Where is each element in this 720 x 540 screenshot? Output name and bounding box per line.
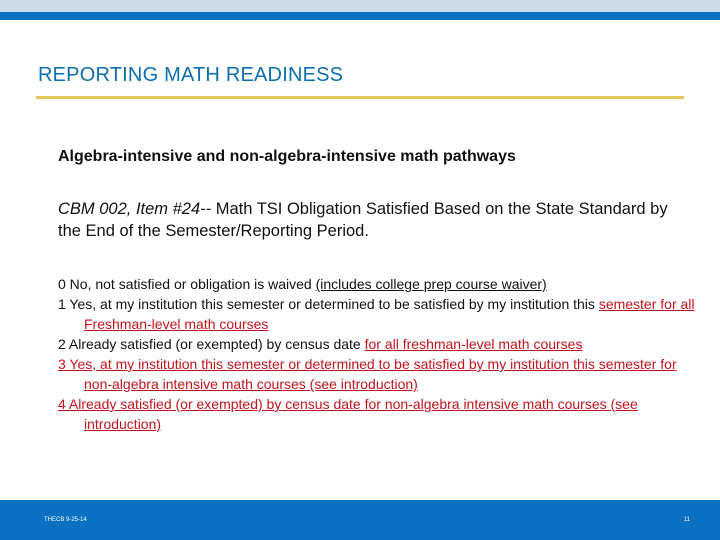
option-1-text: 1 Yes, at my institution this semester or determined to be satisfied by my institution this xyxy=(58,296,599,312)
option-0-text: 0 No, not satisfied or obligation is waived xyxy=(58,276,316,292)
option-2-text: 2 Already satisfied (or exempted) by census date xyxy=(58,336,365,352)
option-2 xyxy=(58,334,706,354)
option-1 xyxy=(58,294,706,334)
option-4-highlight: 4 Already satisfied (or exempted) by census date for non-algebra intensive math courses (see introduction) xyxy=(58,396,638,432)
slide-title: REPORTING MATH READINESS xyxy=(38,64,344,86)
footer-bar xyxy=(0,500,720,540)
footer-date: THECB 9-25-14 xyxy=(44,517,87,523)
title-underline xyxy=(36,96,684,99)
option-4 xyxy=(58,394,706,434)
top-band xyxy=(0,12,720,20)
top-band-light xyxy=(0,0,720,12)
page-number: 11 xyxy=(683,517,690,523)
cbm-item-reference: CBM 002, Item #24-- xyxy=(58,200,212,218)
option-0-underlined: (includes college prep course waiver) xyxy=(315,276,547,292)
option-3 xyxy=(58,354,706,394)
option-2-highlight: for all freshman-level math courses xyxy=(364,336,583,352)
option-1-highlight: semester for all Freshman-level math courses xyxy=(84,296,695,332)
slide-subtitle: Algebra-intensive and non-algebra-intensive math pathways xyxy=(58,148,516,165)
option-0 xyxy=(58,274,706,294)
cbm-item-text: Math TSI Obligation Satisfied Based on the State Standard by the End of the Semester/Reporting Period. xyxy=(58,200,668,240)
cbm-item-description xyxy=(58,198,678,242)
option-3-highlight: 3 Yes, at my institution this semester or determined to be satisfied by my institution this semester for non-algebra intensive math courses (see introduction) xyxy=(58,356,677,392)
option-list xyxy=(58,274,706,434)
